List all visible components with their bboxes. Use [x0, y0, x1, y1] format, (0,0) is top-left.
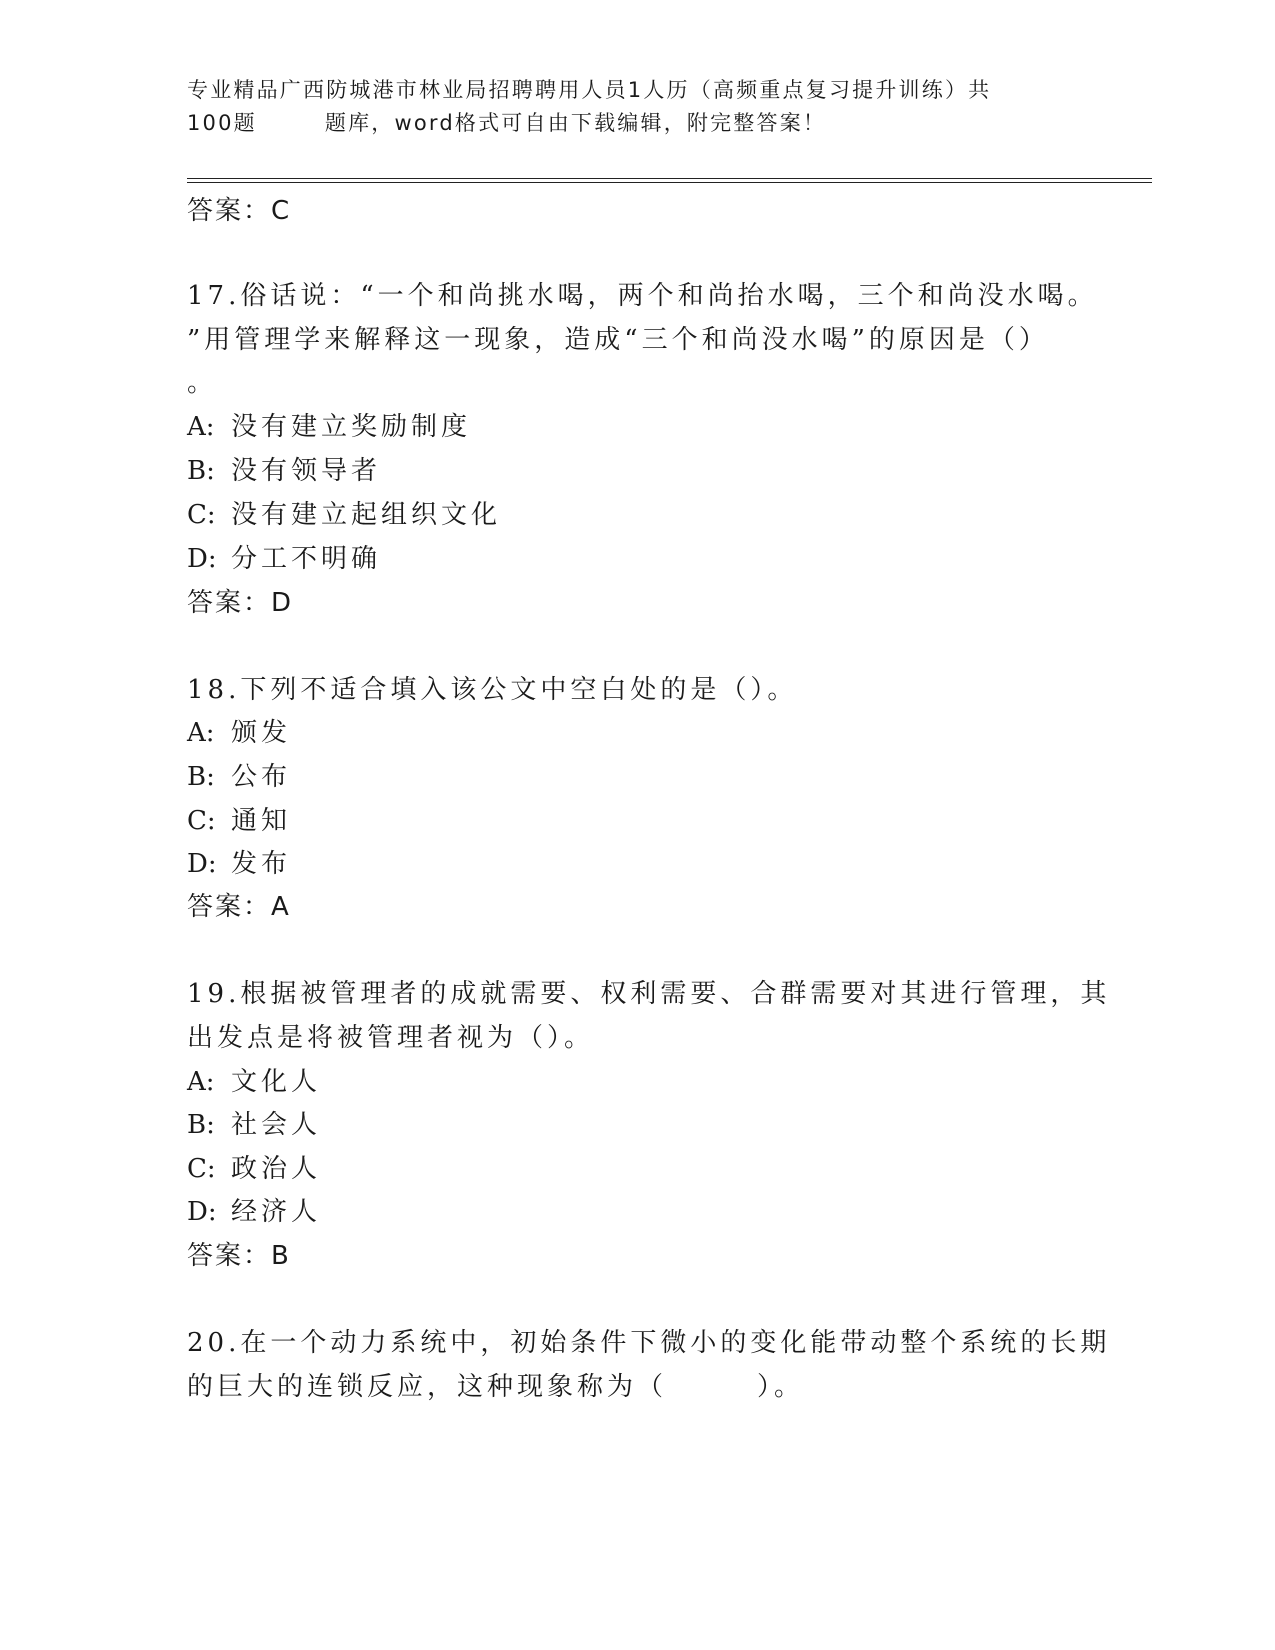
header-question-count: 100题 [187, 111, 257, 135]
question-number: 20. [187, 1328, 241, 1358]
option-letter: A: [187, 718, 215, 748]
question-19-line-2: 出发点是将被管理者视为（）。 [187, 1023, 595, 1053]
question-17-line-3: 。 [187, 368, 218, 398]
prev-answer: 答案：C [187, 196, 292, 226]
question-20-line-2 [187, 1366, 804, 1403]
option-a [187, 1061, 321, 1098]
option-letter: B: [187, 456, 215, 486]
option-letter: D: [187, 1197, 217, 1227]
option-letter: C: [187, 500, 216, 530]
option-text: 文化人 [231, 1067, 322, 1097]
question-text: 俗话说：“一个和尚挑水喝，两个和尚抬水喝，三个和尚没水喝。 [240, 281, 1098, 311]
option-letter: D: [187, 849, 217, 879]
option-letter: B: [187, 762, 215, 792]
option-letter: C: [187, 1154, 216, 1184]
option-b [187, 1104, 321, 1141]
option-text: 没有建立起组织文化 [231, 500, 502, 530]
option-text: 没有建立奖励制度 [231, 412, 472, 442]
option-text: 社会人 [231, 1110, 322, 1140]
question-text: 根据被管理者的成就需要、权利需要、合群需要对其进行管理，其 [240, 979, 1111, 1009]
option-c [187, 800, 291, 837]
option-text: 经济人 [231, 1197, 322, 1227]
option-text: 没有领导者 [231, 456, 382, 486]
header-description: 题库，word格式可自由下载编辑，附完整答案！ [324, 111, 827, 135]
question-text: 的巨大的连锁反应，这种现象称为（ [187, 1372, 668, 1402]
question-20-line-1 [187, 1322, 1110, 1359]
header-line-2 [187, 107, 1067, 140]
option-a [187, 712, 291, 749]
question-17-line-1 [187, 275, 1098, 312]
option-text: 通知 [231, 806, 292, 836]
question-18-line-1 [187, 669, 797, 706]
question-text: 下列不适合填入该公文中空白处的是（）。 [240, 675, 798, 705]
option-text: 分工不明确 [231, 544, 382, 574]
question-text: 在一个动力系统中，初始条件下微小的变化能带动整个系统的长期 [240, 1328, 1111, 1358]
option-c [187, 494, 501, 531]
option-letter: A: [187, 412, 215, 442]
question-17-line-2: ”用管理学来解释这一现象，造成“三个和尚没水喝”的原因是（） [187, 325, 1049, 355]
document-header [187, 74, 1067, 140]
option-a [187, 406, 471, 443]
option-d [187, 1191, 321, 1228]
answer-17: 答案：D [187, 588, 294, 618]
option-text: 发布 [231, 849, 292, 879]
header-rule-bottom [187, 182, 1152, 183]
question-number: 17. [187, 281, 241, 311]
option-text: 政治人 [231, 1154, 322, 1184]
option-letter: C: [187, 806, 216, 836]
option-text: 公布 [231, 762, 292, 792]
question-19-line-1 [187, 973, 1110, 1010]
answer-18: 答案：A [187, 892, 291, 922]
question-number: 19. [187, 979, 241, 1009]
answer-19: 答案：B [187, 1241, 291, 1271]
option-d [187, 538, 381, 575]
option-d [187, 843, 291, 880]
option-c [187, 1148, 321, 1185]
option-b [187, 450, 381, 487]
option-b [187, 756, 291, 793]
header-rule-top [187, 178, 1152, 179]
option-letter: B: [187, 1110, 215, 1140]
option-text: 颁发 [231, 718, 292, 748]
question-number: 18. [187, 675, 241, 705]
header-line-1: 专业精品广西防城港市林业局招聘聘用人员1人历（高频重点复习提升训练）共 [187, 78, 992, 102]
question-text-tail: ）。 [757, 1372, 805, 1402]
option-letter: A: [187, 1067, 215, 1097]
option-letter: D: [187, 544, 217, 574]
